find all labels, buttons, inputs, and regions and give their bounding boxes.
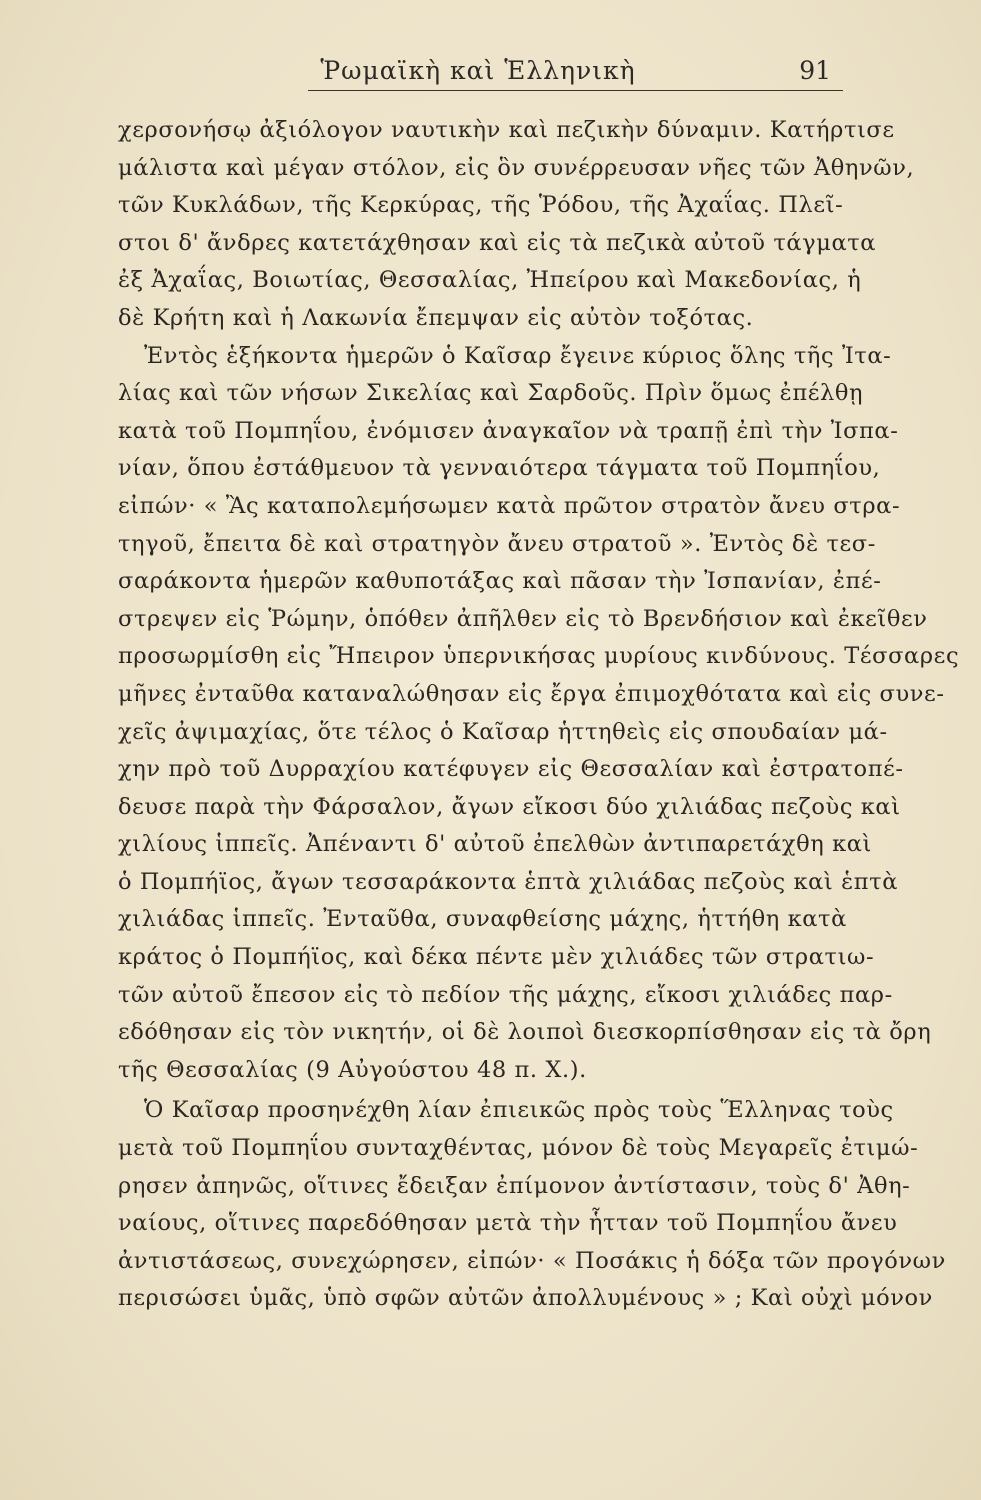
text-line: εδόθησαν εἰς τὸν νικητήν, οἱ δὲ λοιποὶ διεσκορπίσθησαν εἰς τὰ ὄρη	[118, 1019, 932, 1046]
text-line: σαράκοντα ἡμερῶν καθυποτάξας καὶ πᾶσαν τὴν Ἰσπανίαν, ἐπέ-	[118, 568, 882, 595]
page-header	[118, 56, 843, 96]
text-line: μῆνες ἐνταῦθα καταναλώθησαν εἰς ἔργα ἐπιμοχθότατα καὶ εἰς συνε-	[118, 680, 945, 707]
text-line: τῶν Κυκλάδων, τῆς Κερκύρας, τῆς Ῥόδου, τῆς Ἀχαΐας. Πλεῖ-	[118, 192, 844, 219]
text-line: κράτος ὁ Πομπήϊος, καὶ δέκα πέντε μὲν χιλιάδες τῶν στρατιω-	[118, 944, 875, 971]
page-number: 91	[799, 56, 831, 85]
text-line: χερσονήσῳ ἀξιόλογον ναυτικὴν καὶ πεζικὴν δύναμιν. Κατήρτισε	[118, 117, 895, 143]
body-text	[118, 112, 960, 1318]
text-line: χιλιάδας ἱππεῖς. Ἐνταῦθα, συναφθείσης μάχης, ἡττήθη κατὰ	[118, 906, 847, 933]
text-line: λίας καὶ τῶν νήσων Σικελίας καὶ Σαρδοῦς. Πρὶν ὅμως ἐπέλθῃ	[118, 380, 864, 407]
header-rule	[308, 90, 843, 91]
paragraph-start-line: Ἐντὸς ἑξήκοντα ἡμερῶν ὁ Καῖσαρ ἔγεινε κύριος ὅλης τῆς Ἰτα-	[144, 342, 892, 369]
text-line: δὲ Κρήτη καὶ ἡ Λακωνία ἔπεμψαν εἰς αὐτὸν τοξότας.	[118, 304, 754, 331]
text-line: τηγοῦ, ἔπειτα δὲ καὶ στρατηγὸν ἄνευ στρατοῦ ». Ἐντὸς δὲ τεσ-	[118, 530, 876, 557]
text-line: στρεψεν εἰς Ῥώμην, ὁπόθεν ἀπῆλθεν εἰς τὸ Βρενδήσιον καὶ ἐκεῖθεν	[118, 605, 928, 632]
text-line: ναίους, οἵτινες παρεδόθησαν μετὰ τὴν ἧτταν τοῦ Πομπηΐου ἄνευ	[118, 1210, 898, 1237]
text-line: μάλιστα καὶ μέγαν στόλον, εἰς ὃν συνέρρευσαν νῆες τῶν Ἀθηνῶν,	[118, 154, 915, 181]
text-line: ἀντιστάσεως, συνεχώρησεν, εἰπών· « Ποσάκις ἡ δόξα τῶν προγόνων	[118, 1247, 946, 1274]
text-line: χεῖς ἀψιμαχίας, ὅτε τέλος ὁ Καῖσαρ ἡττηθεὶς εἰς σπουδαίαν μά-	[118, 718, 888, 745]
text-line: δευσε παρὰ τὴν Φάρσαλον, ἄγων εἴκοσι δύο χιλιάδας πεζοὺς καὶ	[118, 793, 901, 820]
text-line: στοι δ' ἄνδρες κατετάχθησαν καὶ εἰς τὰ πεζικὰ αὐτοῦ τάγματα	[118, 229, 877, 256]
running-title: Ῥωμαϊκὴ καὶ Ἑλληνικὴ	[320, 56, 636, 85]
paragraph-start-line: Ὁ Καῖσαρ προσηνέχθη λίαν ἐπιεικῶς πρὸς τοὺς Ἕλληνας τοὺς	[144, 1097, 894, 1124]
text-line: τῶν αὐτοῦ ἔπεσον εἰς τὸ πεδίον τῆς μάχης, εἴκοσι χιλιάδες παρ-	[118, 981, 893, 1008]
text-line: ρησεν ἀπηνῶς, οἵτινες ἔδειξαν ἐπίμονον ἀντίστασιν, τοὺς δ' Ἀθη-	[118, 1172, 911, 1199]
text-line: προσωρμίσθη εἰς Ἤπειρον ὑπερνικήσας μυρίους κινδύνους. Τέσσαρες	[118, 643, 960, 670]
text-line: κατὰ τοῦ Πομπηΐου, ἐνόμισεν ἀναγκαῖον νὰ τραπῇ ἐπὶ τὴν Ἰσπα-	[118, 417, 899, 444]
text-line: ὁ Πομπήϊος, ἄγων τεσσαράκοντα ἑπτὰ χιλιάδας πεζοὺς καὶ ἑπτὰ	[118, 868, 898, 895]
text-line: τῆς Θεσσαλίας (9 Αὐγούστου 48 π. Χ.).	[118, 1056, 587, 1083]
text-line: χην πρὸ τοῦ Δυρραχίου κατέφυγεν εἰς Θεσσαλίαν καὶ ἐστρατοπέ-	[118, 756, 904, 783]
text-line: εἰπών· « Ἂς καταπολεμήσωμεν κατὰ πρῶτον στρατὸν ἄνευ στρα-	[118, 492, 901, 519]
text-line: χιλίους ἱππεῖς. Ἀπέναντι δ' αὐτοῦ ἐπελθὼν ἀντιπαρετάχθη καὶ	[118, 831, 872, 858]
text-line: περισώσει ὑμᾶς, ὑπὸ σφῶν αὐτῶν ἀπολλυμένους » ; Καὶ οὐχὶ μόνον	[118, 1285, 933, 1312]
text-line: νίαν, ὅπου ἐστάθμευον τὰ γενναιότερα τάγματα τοῦ Πομπηΐου,	[118, 455, 881, 482]
text-line: μετὰ τοῦ Πομπηΐου συνταχθέντας, μόνον δὲ τοὺς Μεγαρεῖς ἐτιμώ-	[118, 1135, 919, 1162]
text-line: ἐξ Ἀχαΐας, Βοιωτίας, Θεσσαλίας, Ἠπείρου καὶ Μακεδονίας, ἡ	[118, 267, 862, 294]
